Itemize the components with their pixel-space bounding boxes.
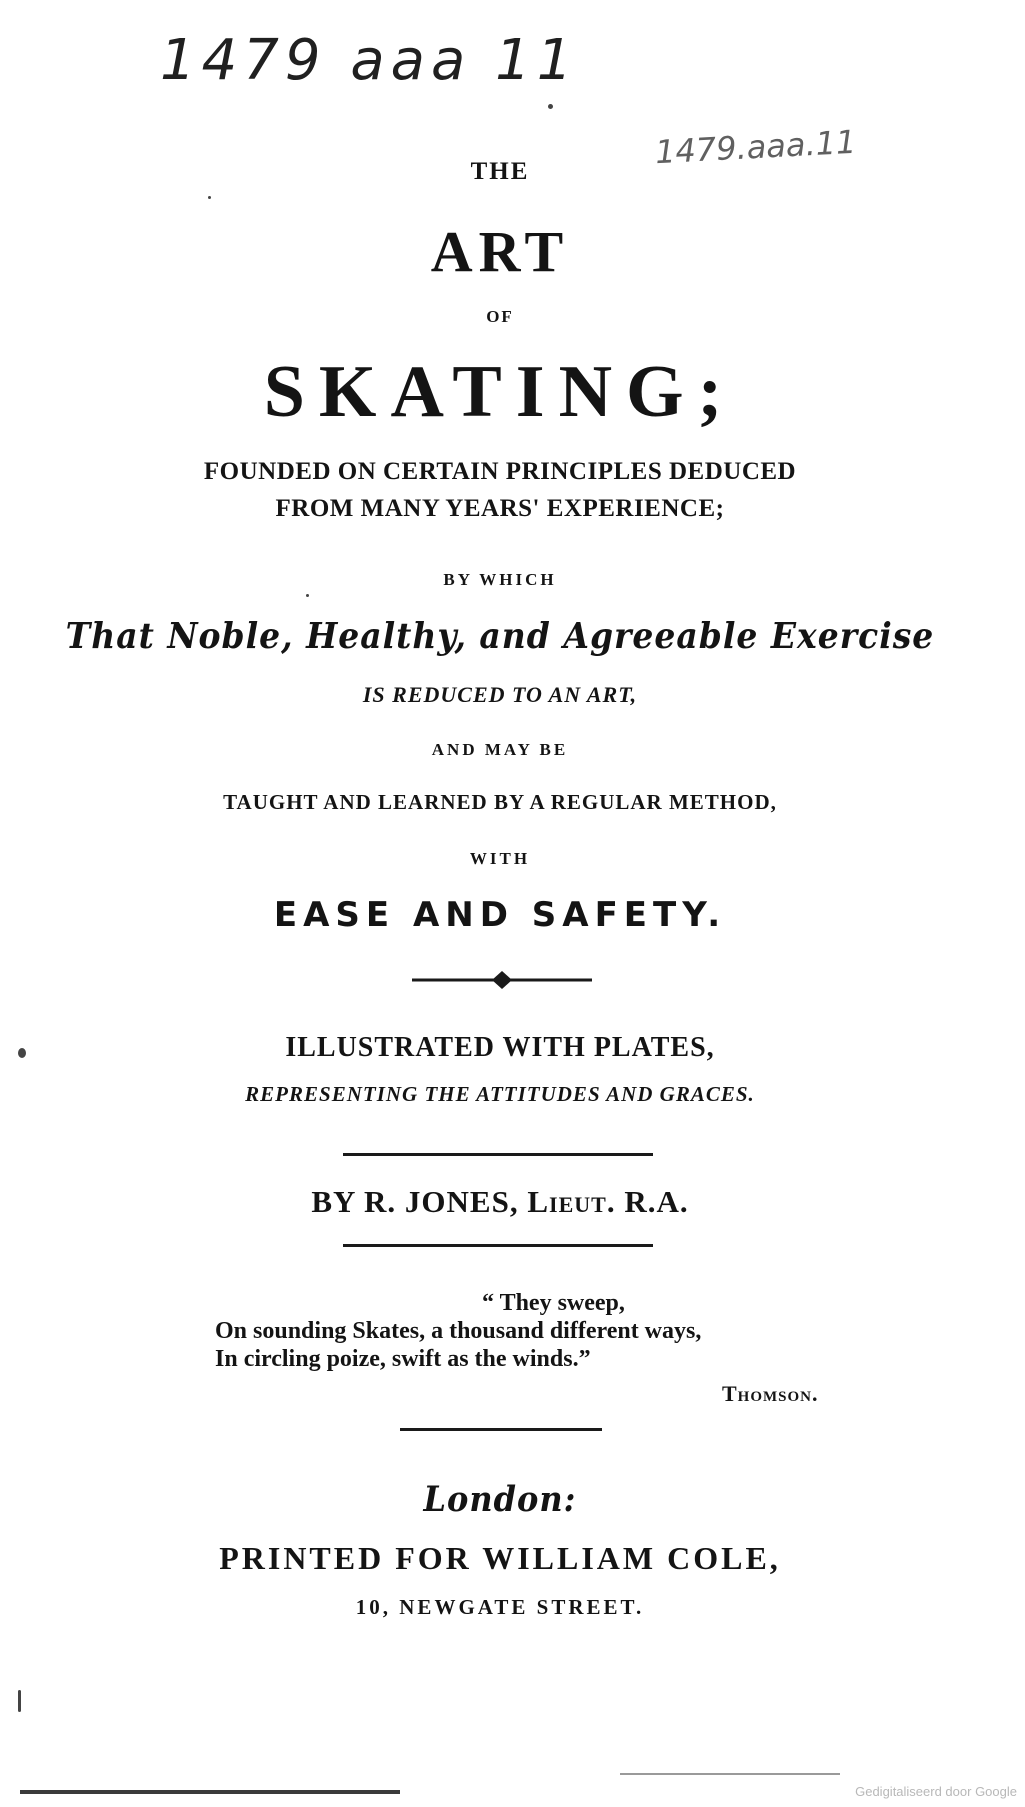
illustrated-line-1: ILLUSTRATED WITH PLATES,: [285, 1032, 715, 1063]
page-edge-line-faint: [620, 1773, 840, 1775]
imprint-address: 10, NEWGATE STREET.: [355, 1595, 645, 1619]
subtitle-line-1: FOUNDED ON CERTAIN PRINCIPLES DEDUCED: [203, 458, 797, 485]
digitization-watermark: Gedigitaliseerd door Google: [855, 1784, 1017, 1799]
illustrated-line-2: REPRESENTING THE ATTITUDES AND GRACES.: [245, 1082, 755, 1106]
author-line: [0, 1184, 1000, 1220]
quote-line-1: “ They sweep,: [482, 1290, 625, 1316]
by-which: BY WHICH: [443, 570, 557, 589]
handwritten-shelfmark-top: 1479 aaa 11: [160, 28, 579, 93]
ornament-divider: [412, 968, 592, 992]
quote-line-2: On sounding Skates, a thousand different ways,: [215, 1318, 702, 1344]
author-rank: Lieut.: [527, 1184, 616, 1219]
rule-above-imprint: [400, 1428, 602, 1431]
speck: [548, 104, 553, 109]
taught-line: TAUGHT AND LEARNED BY A REGULAR METHOD,: [223, 790, 777, 814]
page-edge-line: [20, 1790, 400, 1794]
speck: [18, 1690, 21, 1712]
speck: [208, 196, 211, 199]
handwritten-shelfmark-right: 1479.aaa.11: [654, 122, 858, 172]
rule-above-author: [343, 1153, 653, 1156]
exercise-line: That Noble, Healthy, and Agreeable Exercise: [65, 614, 935, 657]
title-skating: SKATING;: [263, 351, 737, 433]
imprint-printed: PRINTED FOR WILLIAM COLE,: [219, 1540, 781, 1576]
ease-and-safety: EASE AND SAFETY.: [273, 895, 727, 935]
speck: [18, 1048, 26, 1058]
with-line: WITH: [469, 849, 531, 868]
subtitle-line-2: FROM MANY YEARS' EXPERIENCE;: [275, 495, 725, 522]
speck: [306, 594, 309, 597]
title-of: OF: [486, 307, 514, 326]
author-corps: R.A.: [624, 1184, 689, 1219]
title-art: ART: [430, 219, 570, 284]
rule-below-author: [343, 1244, 653, 1247]
author-name: BY R. JONES,: [311, 1184, 519, 1219]
quote-line-3: In circling poize, swift as the winds.”: [215, 1346, 591, 1372]
quote-attribution: Thomson.: [722, 1381, 819, 1406]
imprint-city: London:: [423, 1478, 577, 1520]
reduced-line: IS REDUCED TO AN ART,: [362, 682, 638, 707]
may-be-line: AND MAY BE: [431, 740, 569, 759]
title-the: THE: [470, 158, 530, 185]
